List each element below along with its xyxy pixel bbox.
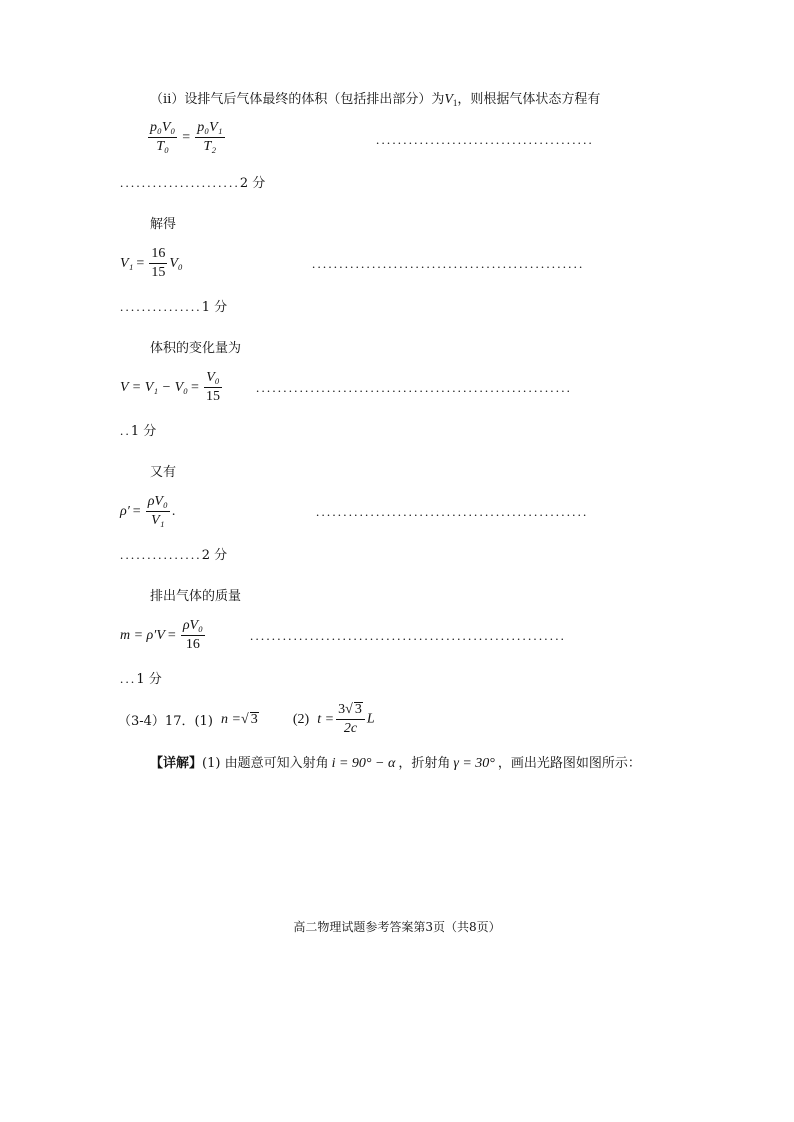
fraction-t: $\frac{3√ 3}{2c}$: [336, 702, 365, 737]
q17-prefix: （3-4）17．(1): [118, 714, 213, 729]
equation-delta-v: V = V₁ − V₀ = $\frac{\text{V₀}}{15}$: [120, 370, 220, 404]
equation-v1: V₁ = $\frac{16}{15}$ V₀: [120, 246, 183, 280]
leader-dots: ..........................................................: [256, 380, 573, 395]
score: 2 分: [201, 548, 228, 563]
leader-dots: ..................................................: [316, 504, 589, 519]
leader-dots: ..................................................: [312, 256, 585, 271]
page-footer: 高二物理试题参考答案第3页（共8页）: [293, 920, 501, 934]
score-line: ...............2 分: [120, 547, 228, 563]
para-ii-var: $V_1$: [444, 92, 458, 108]
solve-label: 解得: [150, 217, 177, 232]
score: 1 分: [136, 672, 162, 687]
equation-mass: m = ρ′V = $\frac{\text{ρV₀}}{16}$: [120, 618, 203, 652]
score: 1 分: [130, 424, 157, 439]
fraction-16-15: $\frac{16}{15}$: [151, 246, 166, 280]
also-label: 又有: [150, 465, 177, 480]
fraction-rhs: $\frac{\text{p₀V₁}}{\text{T₂}}$: [197, 120, 223, 154]
fraction-v0-15: $\frac{\text{V₀}}{15}$: [205, 370, 220, 404]
score-line: ...1 分: [120, 671, 162, 687]
para-ii-suffix: ，则根据气体状态方程有: [457, 92, 601, 107]
leader-dots: ........................................: [376, 132, 594, 147]
para-ii: [150, 88, 600, 108]
fraction-rho-v0-16: $\frac{\text{ρV₀}}{16}$: [182, 618, 203, 652]
equation-state: $\frac{\text{p₀V₀}}{\text{T₀}}$ = $\frac{\text{p₀V₁}}{\text{T₂}}$: [150, 120, 223, 154]
para-ii-prefix: （ⅱ）设排气后气体最终的体积（包括排出部分）为: [150, 92, 445, 107]
fraction-rho-v0-v1: $\frac{\text{ρV₀}}{\text{V₁}}$: [147, 494, 168, 528]
detail-line: 【详解】(1) 由题意可知入射角 i = 90° − α ，折射角 γ = 30° ，画出光路图如图所示：: [150, 756, 641, 771]
score-line: ...............1 分: [120, 299, 228, 315]
equation-density: ρ′ = $\frac{\text{ρV₀}}{\text{V₁}}$ .: [120, 494, 176, 528]
fraction-lhs: $\frac{\text{p₀V₀}}{\text{T₀}}$: [150, 120, 176, 154]
mass-label: 排出气体的质量: [150, 589, 242, 604]
score: 2 分: [239, 176, 266, 191]
leader-dots: ..........................................................: [250, 628, 567, 643]
score-line: ..1 分: [120, 423, 157, 439]
score: 1 分: [201, 300, 228, 315]
change-label: 体积的变化量为: [150, 341, 242, 356]
question-17-answer: （3-4）17．(1) n =√ 3 (2) t = $\frac{3√ 3}{2c}$ L: [118, 702, 375, 736]
detail-bracket: 【详解】: [150, 756, 203, 771]
score-line: ......................2 分: [120, 175, 266, 191]
